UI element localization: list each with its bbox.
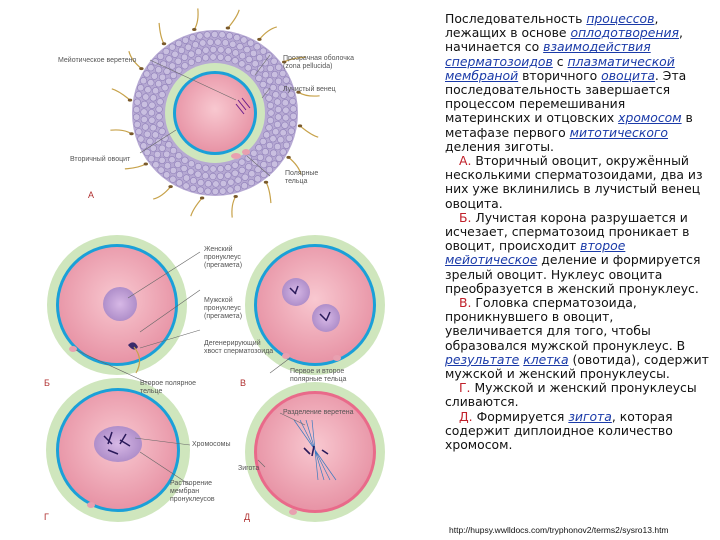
corona-cell [261, 171, 268, 178]
sperm-head [286, 156, 290, 159]
corona-cell [178, 47, 185, 54]
corona-cell [283, 77, 290, 84]
corona-cell [188, 59, 195, 66]
fusing-pronuclei [94, 426, 142, 462]
corona-cell [256, 144, 263, 151]
corona-cell [148, 79, 155, 86]
corona-cell [266, 142, 273, 149]
corona-cell [277, 137, 284, 144]
corona-cell [155, 67, 162, 74]
corona-cell [262, 71, 269, 78]
corona-cell [217, 173, 224, 180]
corona-cell [135, 92, 142, 99]
corona-cell [169, 44, 176, 51]
corona-cell [219, 32, 226, 39]
corona-cell [246, 56, 253, 63]
corona-cell [245, 155, 252, 162]
corona-cell [190, 177, 197, 184]
corona-cell [198, 179, 205, 186]
corona-cell [232, 57, 239, 64]
corona-cell [157, 53, 164, 60]
corona-cell [182, 63, 189, 70]
corona-cell [150, 124, 157, 131]
corona-cell [141, 101, 148, 108]
corona-cell [200, 40, 207, 47]
sperm-head [264, 181, 268, 184]
corona-cell [134, 121, 141, 128]
corona-cell [230, 41, 237, 48]
female-pronucleus [312, 304, 340, 332]
corona-cell [153, 161, 160, 168]
corona-cell [169, 156, 176, 163]
corona-cell [203, 47, 210, 54]
corona-cell [159, 128, 166, 135]
sperm-head [128, 99, 132, 102]
corona-cell [266, 125, 273, 132]
corona-cell [143, 94, 150, 101]
corona-cell [275, 78, 282, 85]
corona-cell [202, 165, 209, 172]
corona-cell [271, 161, 278, 168]
corona-cell [163, 151, 170, 158]
corona-cell [166, 56, 173, 63]
corona-cell [188, 169, 195, 176]
label-male-pronucleus: Мужской пронуклеус (прегамета) [204, 297, 243, 320]
link-chromosomes[interactable]: хромосом [618, 110, 682, 126]
source-url[interactable]: http://hupsy.wwlldocs.com/tryphonov2/terms2/sysro13.htm [449, 525, 669, 535]
corona-cell [159, 157, 166, 164]
corona-cell [248, 179, 255, 186]
paragraph-b: Б. Лучистая корона разрушается и исчезает, сперматозоид проникает в овоцит, происходит второе мейотическое деление и формируется зрелый овоцит. Нуклеус овоцита преобразуется в женский пронуклеус. [445, 209, 701, 296]
corona-cell [137, 84, 144, 91]
corona-cell [225, 172, 232, 179]
label-dissolving: Растворение мембран пронуклеусов [170, 480, 215, 503]
corona-cell [175, 40, 182, 47]
corona-cell [141, 109, 148, 116]
corona-cell [263, 132, 270, 139]
corona-cell [157, 121, 164, 128]
sperm-head [144, 163, 148, 166]
sperm-tail [194, 8, 198, 29]
link-cell[interactable]: клетка [523, 351, 569, 367]
corona-cell [274, 99, 281, 106]
label-polar-bodies: Полярные тельца [285, 170, 319, 185]
corona-cell [155, 81, 162, 88]
corona-cell [267, 117, 274, 124]
corona-cell [251, 69, 258, 76]
corona-cell [280, 149, 287, 156]
corona-cell [268, 110, 275, 117]
corona-cell [270, 136, 277, 143]
corona-cell [282, 122, 289, 129]
sperm-head [200, 197, 204, 200]
paragraph-v: В. Головка сперматозоида, проникнувшего в овоцит, увеличивается для того, чтобы образовался мужской пронуклеус. В результате клетка (овотида), содержит мужской и женский пронуклеусы. [445, 295, 709, 382]
link-mitotic[interactable]: митотического [569, 124, 669, 140]
corona-cell [156, 113, 163, 120]
corona-cell [202, 55, 209, 62]
link-interaction[interactable]: взаимодействия [543, 39, 651, 55]
corona-cell [249, 170, 256, 177]
corona-cell [239, 53, 246, 60]
corona-cell [275, 114, 282, 121]
panel-g-oocyte [46, 378, 190, 522]
corona-cell [159, 74, 166, 81]
link-processes[interactable]: процессов [586, 11, 655, 26]
corona-cell [148, 64, 155, 71]
corona-cell [138, 136, 145, 143]
corona-cell [274, 121, 281, 128]
panel-b-oocyte [47, 235, 187, 375]
corona-cell [156, 106, 163, 113]
corona-cell [235, 177, 242, 184]
corona-cell [215, 39, 222, 46]
corona-cell [185, 44, 192, 51]
corona-cell [234, 185, 241, 192]
polar-body [87, 502, 95, 508]
panel-d-zygote [245, 382, 385, 522]
corona-cell [205, 180, 212, 187]
label-chromosomes: Хромосомы [192, 441, 231, 448]
corona-cell [274, 143, 281, 150]
corona-cell [260, 81, 267, 88]
paragraph-d: Д. Формируется зигота, которая содержит диплоидное количество хромосом. [445, 408, 673, 453]
corona-cell [272, 129, 279, 136]
link-spermatozoa[interactable]: сперматозоидов [445, 53, 553, 69]
sperm-tail [232, 197, 236, 218]
corona-cell [252, 61, 259, 68]
corona-cell [195, 171, 202, 178]
corona-cell [182, 157, 189, 164]
sperm-tail [191, 198, 202, 216]
corona-cell [190, 185, 197, 192]
corona-cell [204, 32, 211, 39]
corona-cell [144, 71, 151, 78]
corona-cell [163, 172, 170, 179]
corona-cell [218, 47, 225, 54]
sperm-tail [266, 182, 271, 203]
label-zygote: Зигота [238, 465, 260, 472]
sperm-head [257, 38, 261, 41]
panel-a-oocyte [110, 8, 319, 217]
corona-cell [170, 167, 177, 174]
corona-cell [256, 75, 263, 82]
corona-cell [176, 153, 183, 160]
polar-body [231, 153, 241, 159]
corona-cell [271, 58, 278, 65]
corona-cell [210, 46, 217, 53]
corona-cell [175, 161, 182, 168]
corona-cell [262, 60, 269, 67]
corona-cell [280, 129, 287, 136]
label-meiotic-spindle: Мейотическое веретено [58, 57, 137, 64]
corona-cell [242, 174, 249, 181]
corona-cell [163, 48, 170, 55]
corona-cell [225, 164, 232, 171]
corona-cell [271, 71, 278, 78]
corona-cell [181, 54, 188, 61]
corona-cell [286, 135, 293, 142]
link-plasma-membrane[interactable]: плазматической мембраной [445, 53, 675, 83]
corona-cell [195, 163, 202, 170]
corona-cell [140, 77, 147, 84]
corona-cell [289, 98, 296, 105]
corona-cell [273, 91, 280, 98]
polar-body [289, 509, 297, 515]
corona-cell [226, 33, 233, 40]
corona-cell [239, 159, 246, 166]
corona-cell [159, 145, 166, 152]
corona-cell [270, 150, 277, 157]
corona-cell [170, 176, 177, 183]
corona-cell [188, 161, 195, 168]
corona-cell [197, 33, 204, 40]
polar-body [333, 355, 341, 361]
corona-cell [147, 138, 154, 145]
corona-cell [133, 114, 140, 121]
label-spindle-division: Разделение веретена [283, 409, 354, 416]
sperm-tail [153, 187, 170, 200]
corona-cell [176, 180, 183, 187]
sperm-head [226, 27, 230, 30]
panel-letter-b: Б [44, 378, 50, 388]
corona-cell [290, 106, 297, 113]
corona-cell [142, 124, 149, 131]
corona-cell [189, 35, 196, 42]
corona-cell [202, 173, 209, 180]
corona-cell [254, 176, 261, 183]
corona-cell [267, 102, 274, 109]
corona-cell [266, 166, 273, 173]
corona-cell [275, 64, 282, 71]
corona-cell [166, 141, 173, 148]
corona-cell [288, 128, 295, 135]
corona-cell [175, 58, 182, 65]
corona-cell [283, 107, 290, 114]
corona-cell [241, 182, 248, 189]
corona-cell [217, 165, 224, 172]
corona-cell [239, 61, 246, 68]
corona-cell [192, 41, 199, 48]
link-result[interactable]: результате [445, 351, 520, 367]
corona-cell [195, 56, 202, 63]
corona-cell [266, 53, 273, 60]
corona-cell [245, 65, 252, 72]
sperm-head [168, 185, 172, 188]
sperm-tail [259, 27, 276, 40]
corona-cell [210, 166, 217, 173]
corona-cell [136, 129, 143, 136]
corona-cell [222, 40, 229, 47]
corona-cell [210, 173, 217, 180]
link-second-meiotic[interactable]: второе мейотическое [445, 238, 626, 268]
corona-cell [183, 175, 190, 182]
panel-letter-g: Г [44, 512, 49, 522]
corona-cell [251, 150, 258, 157]
corona-cell [162, 84, 169, 91]
corona-cell [166, 78, 173, 85]
corona-cell [159, 91, 166, 98]
corona-cell [210, 54, 217, 61]
cytoplasm [257, 247, 373, 363]
corona-cell [225, 55, 232, 62]
label-second-polar: Второе полярное тельце [140, 380, 197, 395]
sperm-head [129, 132, 133, 135]
corona-cell [182, 37, 189, 44]
cytoplasm [176, 74, 254, 152]
corona-cell [170, 72, 177, 79]
corona-cell [247, 40, 254, 47]
corona-cell [220, 188, 227, 195]
corona-cell [197, 187, 204, 194]
corona-cell [275, 106, 282, 113]
corona-cell [289, 121, 296, 128]
corona-cell [237, 43, 244, 50]
description-text [445, 12, 713, 452]
corona-cell [152, 132, 159, 139]
corona-cell [266, 95, 273, 102]
corona-cell [283, 115, 290, 122]
link-zygote[interactable]: зигота [568, 408, 612, 424]
corona-cell [152, 59, 159, 66]
corona-cell [267, 78, 274, 85]
corona-cell [239, 167, 246, 174]
corona-cell [148, 156, 155, 163]
corona-cell [262, 148, 269, 155]
corona-cell [245, 164, 252, 171]
link-oocyte[interactable]: овоцита [601, 67, 655, 83]
intro-paragraph: Последовательность процессов, лежащих в основе оплодотворения, начинается со взаимодействия сперматозоидов с плазматической мембраной вторичного овоцита. Эта последовательность завершается процессом перемешивания материнских и отцовских хромосом в метафазе первого митотического деления зиготы. [445, 11, 693, 154]
corona-cell [205, 188, 212, 195]
corona-cell [140, 143, 147, 150]
label-corona: Лучистый венец [283, 86, 336, 93]
corona-cell [188, 51, 195, 58]
sperm-head [162, 42, 166, 45]
sperm-tail [159, 23, 164, 44]
corona-cell [234, 34, 241, 41]
polar-body [282, 353, 290, 359]
corona-cell [261, 161, 268, 168]
label-zona: Прозрачная оболочка (zona pellucida) [283, 55, 355, 70]
corona-cell [149, 102, 156, 109]
corona-cell [232, 50, 239, 57]
corona-cell [244, 46, 251, 53]
corona-cell [254, 44, 261, 51]
corona-cell [134, 99, 141, 106]
female-pronucleus [103, 287, 137, 321]
corona-cell [227, 187, 234, 194]
corona-cell [154, 151, 161, 158]
polar-body [69, 346, 77, 352]
corona-cell [256, 55, 263, 62]
corona-cell [158, 167, 165, 174]
corona-cell [228, 179, 235, 186]
panel-letter-d: Д [244, 512, 251, 522]
corona-cell [276, 155, 283, 162]
corona-cell [176, 171, 183, 178]
sperm-tail [112, 89, 130, 100]
corona-cell [266, 156, 273, 163]
corona-cell [195, 48, 202, 55]
link-fertilization[interactable]: оплодотворения [570, 25, 680, 41]
corona-cell [207, 39, 214, 46]
corona-cell [267, 65, 274, 72]
corona-cell [145, 86, 152, 93]
corona-cell [151, 73, 158, 80]
corona-cell [164, 163, 171, 170]
corona-cell [260, 138, 267, 145]
corona-cell [232, 162, 239, 169]
panel-letter-a: А [88, 190, 95, 200]
corona-cell [257, 66, 264, 73]
label-female-pronucleus: Женский пронуклеус (прегамета) [204, 246, 243, 269]
corona-cell [220, 180, 227, 187]
corona-cell [144, 131, 151, 138]
corona-cell [290, 113, 297, 120]
corona-cell [257, 154, 264, 161]
corona-cell [211, 31, 218, 38]
corona-cell [141, 116, 148, 123]
corona-cell [157, 99, 164, 106]
sperm-head [298, 124, 302, 127]
corona-cell [217, 54, 224, 61]
paragraph-a: А. Вторичный овоцит, окружённый несколькими сперматозоидами, два из них уже вклинились в лучистый венец овоцита. [445, 153, 703, 211]
corona-cell [133, 106, 140, 113]
corona-cell [149, 117, 156, 124]
corona-cell [250, 50, 257, 57]
corona-cell [263, 88, 270, 95]
corona-cell [280, 70, 287, 77]
corona-cell [283, 142, 290, 149]
corona-cell [232, 170, 239, 177]
sperm-tail [125, 164, 146, 169]
corona-cell [172, 51, 179, 58]
sperm-tail [228, 10, 239, 28]
corona-cell [213, 181, 220, 188]
sperm-tail [300, 126, 318, 137]
corona-cell [270, 84, 277, 91]
label-first-second-polar: Первое и второе полярные тельца [290, 368, 347, 383]
polar-body [242, 149, 250, 155]
sperm-head [139, 67, 143, 70]
label-sperm-tail: Дегенерирующий хвост сперматозоида [204, 340, 274, 355]
corona-cell [282, 99, 289, 106]
sperm-head [234, 195, 238, 198]
corona-cell [260, 48, 267, 55]
sperm-tail [110, 130, 131, 134]
corona-cell [241, 37, 248, 44]
sperm-head [192, 28, 196, 31]
panel-letter-v: В [240, 378, 247, 388]
paragraph-g: Г. Мужской и женский пронуклеусы сливаются. [445, 380, 697, 410]
corona-cell [170, 147, 177, 154]
corona-cell [148, 110, 155, 117]
corona-cell [183, 183, 190, 190]
corona-cell [152, 87, 159, 94]
corona-cell [181, 165, 188, 172]
label-secondary-oocyte: Вторичный овоцит [70, 156, 131, 163]
corona-cell [169, 63, 176, 70]
corona-cell [150, 95, 157, 102]
corona-cell [225, 48, 232, 55]
corona-cell [212, 188, 219, 195]
